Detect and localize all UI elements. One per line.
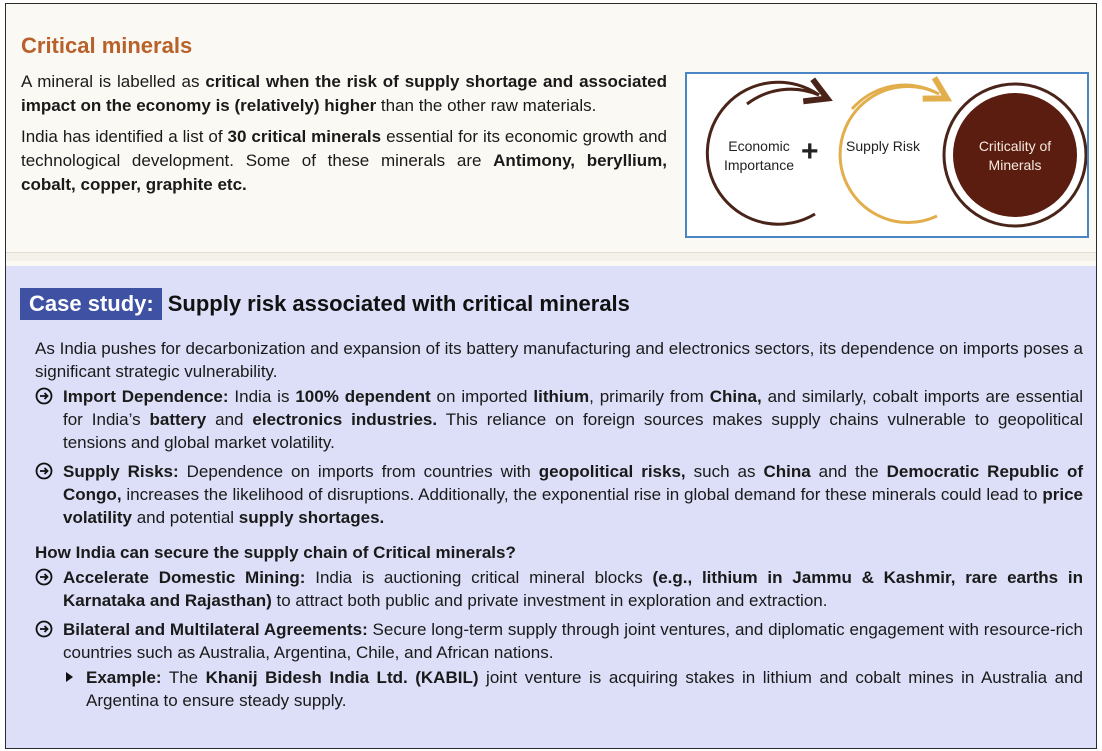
economic-importance-label: Economic Importance: [723, 138, 795, 173]
bullet-head: Supply Risks:: [63, 462, 179, 481]
emphasis: price volatility: [63, 485, 1083, 527]
text-span: and similarly, cobalt imports are essential for India’s: [63, 387, 1083, 429]
circle-arrow-icon: [35, 387, 53, 405]
case-study-box: [6, 266, 1096, 748]
text-span: such as: [685, 462, 764, 481]
emphasis: critical when the risk of supply shortage and associated impact on the economy is (relatively) higher: [21, 72, 667, 115]
text-span: India is auctioning critical mineral blocks: [305, 568, 653, 587]
intro-text: [21, 70, 667, 204]
text-span: Secure long-term supply through joint ventures, and diplomatic engagement with resource-rich countries such as Australia, Argentina, Chile, and African nations.: [63, 620, 1083, 662]
bullet-head: Import Dependence:: [63, 387, 229, 406]
bullet-supply-risks: [35, 460, 1083, 529]
bullet-import-dependence: [35, 385, 1083, 454]
plus-icon: +: [801, 135, 819, 168]
case-study-body: [35, 337, 1083, 712]
case-study-title: Supply risk associated with critical minerals: [167, 291, 630, 316]
criticality-diagram: [685, 72, 1089, 238]
text-span: A mineral is labelled as: [21, 72, 206, 91]
bullet-head: Example:: [86, 668, 162, 687]
emphasis: battery: [149, 410, 207, 429]
emphasis: China,: [709, 387, 762, 406]
emphasis: China: [763, 462, 811, 481]
circle-arrow-icon: [35, 568, 53, 586]
text-span: increases the likelihood of disruptions. Additionally, the exponential rise in global demand for these minerals could lead to: [121, 485, 1043, 504]
secure-supply-question: How India can secure the supply chain of Critical minerals?: [35, 543, 516, 562]
text-span: and the: [810, 462, 887, 481]
criticality-label: Criticality of Minerals: [978, 138, 1052, 173]
bullet-agreements: [35, 618, 1083, 664]
text-span: Dependence on imports from countries with: [178, 462, 539, 481]
bullet-domestic-mining: [35, 566, 1083, 612]
text-span: This reliance on foreign sources makes supply chains vulnerable to geopolitical tensions and global market volatility.: [63, 410, 1083, 452]
text-span: joint venture is acquiring stakes in lithium and cobalt mines in Australia and Argentina to ensure steady supply.: [86, 668, 1083, 710]
supply-risk-label: Supply Risk: [846, 138, 920, 154]
text-span: on imported: [430, 387, 534, 406]
text-span: and: [206, 410, 253, 429]
emphasis: geopolitical risks,: [538, 462, 686, 481]
emphasis: lithium: [533, 387, 590, 406]
emphasis: Antimony, beryllium, cobalt, copper, graphite etc.: [21, 151, 667, 194]
text-span: , primarily from: [589, 387, 710, 406]
intro-paragraph-2: [21, 125, 667, 197]
text-span: India is: [228, 387, 296, 406]
text-span: and potential: [131, 508, 239, 527]
page-frame: [5, 3, 1097, 749]
circle-arrow-icon: [35, 620, 53, 638]
emphasis: Khanij Bidesh India Ltd. (KABIL): [205, 668, 479, 687]
section-title: Critical minerals: [21, 33, 193, 58]
text-span: than the other raw materials.: [376, 96, 597, 115]
text-span: India has identified a list of: [21, 127, 228, 146]
emphasis: (e.g., lithium in Jammu & Kashmir, rare earths in Karnataka and Rajasthan): [63, 568, 1083, 610]
case-study-header: [20, 288, 630, 320]
intro-paragraph-1: [21, 70, 667, 118]
text-span: essential for its economic growth and technological development. Some of these minerals are: [21, 127, 667, 170]
text-span: to attract both public and private investment in exploration and extraction.: [271, 591, 828, 610]
emphasis: 30 critical minerals: [227, 127, 382, 146]
emphasis: supply shortages.: [238, 508, 385, 527]
emphasis: electronics industries.: [252, 410, 438, 429]
case-study-tag: Case study:: [20, 288, 162, 320]
circle-arrow-icon: [35, 462, 53, 480]
section-divider: [6, 252, 1096, 261]
emphasis: 100% dependent: [295, 387, 431, 406]
sub-bullet-example: [35, 666, 1083, 712]
emphasis: Democratic Republic of Congo,: [63, 462, 1083, 504]
case-lead: As India pushes for decarbonization and expansion of its battery manufacturing and electronics sectors, its dependence on imports poses a significant strategic vulnerability.: [35, 339, 1083, 381]
triangle-bullet-icon: [66, 672, 73, 682]
bullet-head: Bilateral and Multilateral Agreements:: [63, 620, 368, 639]
bullet-head: Accelerate Domestic Mining:: [63, 568, 306, 587]
text-span: The: [161, 668, 206, 687]
